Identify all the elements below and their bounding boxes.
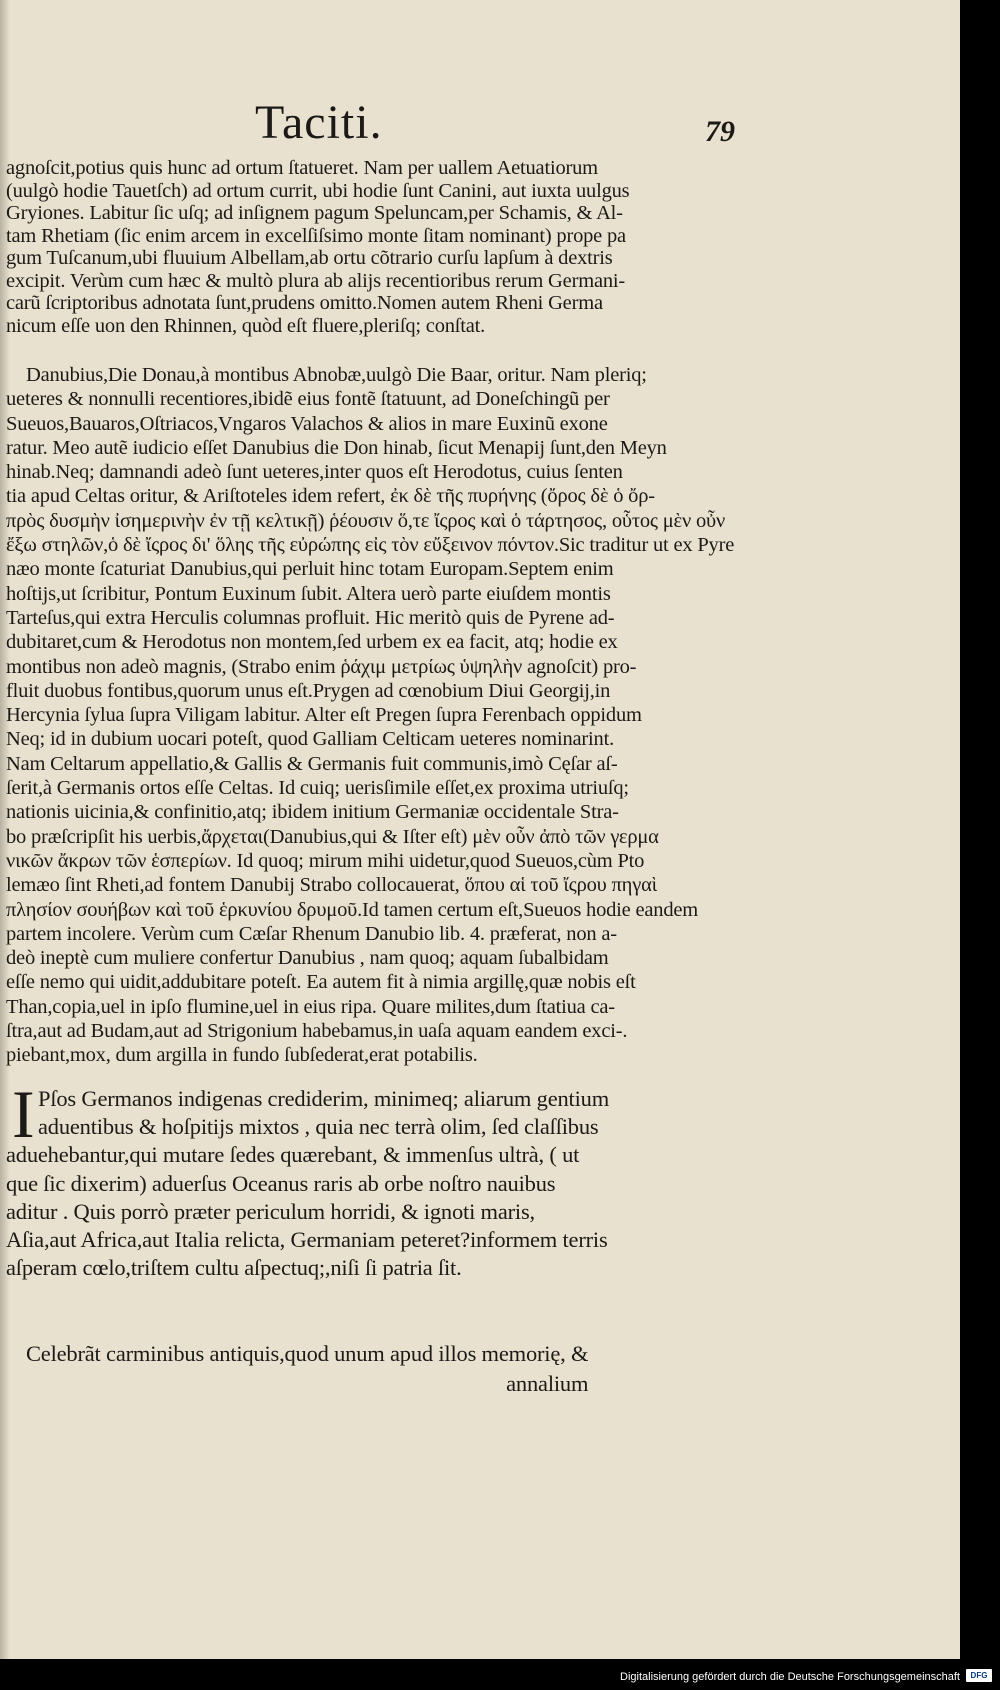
text-line: Hercynia ſylua ſupra Viligam labitur. Alter eſt Pregen ſupra Ferenbach oppidum <box>6 704 642 727</box>
text-line: hinab.Neq; damnandi adeò ſunt ueteres,inter quos eſt Herodotus, cuius ſenten <box>6 461 623 484</box>
running-head: Taciti. <box>255 96 383 149</box>
text-line: (uulgò hodie Tauetſch) ad ortum currit, ubi hodie ſunt Canini, aut iuxta uulgus <box>6 179 630 202</box>
text-line: dubitaret,cum & Herodotus non montem,ſed urbem ex ea facit, atq; hodie ex <box>6 631 618 654</box>
text-line: fluit duobus fontibus,quorum unus eſt.Prygen ad cœnobium Diui Georgij,in <box>6 679 611 702</box>
text-line: Sueuos,Bauaros,Oſtriacos,Vngaros Valachos & alios in mare Euxinũ exone <box>6 412 608 435</box>
text-line: hoſtijs,ut ſcribitur, Pontum Euxinum ſubit. Altera uerò parte eiuſdem montis <box>6 582 611 605</box>
text-line: aſperam cœlo,triſtem cultu aſpectuq;,niſi ſi patria ſit. <box>6 1255 462 1281</box>
text-line: næo monte ſcaturiat Danubius,qui perluit hinc totam Europam.Septem enim <box>6 558 614 581</box>
text-line: partem incolere. Verùm cum Cæſar Rhenum Danubio lib. 4. præferat, non a- <box>6 922 617 945</box>
text-line: Gryiones. Labitur ſic uſq; ad inſignem pagum Speluncam,per Schamis, & Al- <box>6 202 623 224</box>
text-line: tam Rhetiam (ſic enim arcem in excelſiſsimo monte ſitam nominant) prope pa <box>6 224 626 247</box>
text-line: gum Tuſcanum,ubi fluuium Albellam,ab ortu cõtrario curſu lapſum à dextris <box>6 247 613 269</box>
text-line: lemæo ſint Rheti,ad fontem Danubij Strabo collocauerat, ὅπου αἱ τοῦ ἴςρου πηγαὶ <box>6 874 657 897</box>
text-line: Celebrãt carminibus antiquis,quod unum apud illos memorię, & <box>26 1341 589 1366</box>
text-line: bo præſcripſit his uerbis,ἄρχεται(Danubius,qui & Iſter eſt) μὲν οὖν ἀπὸ τῶν γερμα <box>6 825 659 848</box>
text-line: Than,copia,uel in ipſo flumine,uel in eius ripa. Quare milites,dum ſtatiua ca- <box>6 995 615 1018</box>
text-line: πλησίον σουήβων καὶ τοῦ ἑρκυνίου δρυμοῦ.Id tamen certum eſt,Sueuos hodie eandem <box>6 898 699 921</box>
text-line: eſſe nemo qui uidit,addubitare poteſt. Ea autem fit à nimia argillę,quæ nobis eſt <box>6 971 636 994</box>
text-line: que ſic dixerim) aduerſus Oceanus raris ab orbe noſtro nauibus <box>6 1170 556 1196</box>
digitization-footer <box>0 1659 1000 1690</box>
text-line: aditur . Quis porrò præter periculum horridi, & ignoti maris, <box>6 1198 535 1224</box>
text-line: montibus non adeò magnis, (Strabo enim ῥάχιμ μετρίως ὑψηλὴν agnoſcit) pro- <box>6 655 637 678</box>
text-line: ſerit,à Germanis ortos eſſe Celtas. Id cuiq; uerisſimile eſſet,ex proxima utriuſq; <box>6 777 629 800</box>
text-line: nationis uicinia,& confinitio,atq; ibidem initium Germaniæ occidentale Stra- <box>6 801 619 824</box>
funding-credit: Digitalisierung gefördert durch die Deutsche Forschungsgemeinschaft <box>620 1671 960 1683</box>
page-number: 79 <box>705 115 735 148</box>
text-line: deò ineptè cum muliere confertur Danubius , nam quoq; aquam ſubalbidam <box>6 947 609 970</box>
paragraph-germans <box>6 1076 610 1282</box>
text-line: πρὸς δυσμὴν ἰσημερινὴν ἐν τῇ κελτικῇ) ῥέουσιν ὅ,τε ἴςρος καὶ ὁ τάρτησος, οὗτος μὲν οὖν <box>6 509 726 532</box>
paragraph-songs <box>6 1339 588 1399</box>
text-line: Neq; id in dubium uocari poteſt, quod Galliam Celticam ueteres nominarint. <box>6 728 615 751</box>
text-line: excipit. Verùm cum hæc & multò plura ab alijs recentioribus rerum Germani- <box>6 269 626 292</box>
text-line: ueteres & nonnulli recentiores,ibidẽ eius fontẽ ſtatuunt, ad Doneſchingũ per <box>6 388 610 411</box>
text-line: aduehebantur,qui mutare ſedes quærebant, & immenſus ultrà, ( ut <box>6 1142 580 1168</box>
text-line: Danubius,Die Donau,à montibus Abnobæ,uulgò Die Baar, oritur. Nam pleriq; <box>26 364 647 386</box>
text-line: tia apud Celtas oritur, & Ariſtoteles idem refert, ἐκ δὲ τῆς πυρήνης (ὄρος δὲ ὁ ὄρ- <box>6 485 655 508</box>
text-line: Nam Celtarum appellatio,& Gallis & Germanis fuit communis,imò Cęſar aſ- <box>6 752 618 775</box>
text-line: aduentibus & hoſpitijs mixtos , quia nec terrà olim, ſed claſſibus <box>38 1114 599 1140</box>
text-line: piebant,mox, dum argilla in fundo ſubſederat,erat potabilis. <box>6 1044 478 1067</box>
text-line: agnoſcit,potius quis hunc ad ortum ſtatueret. Nam per uallem Aetuatiorum <box>6 157 598 179</box>
dfg-logo: DFG <box>966 1669 992 1682</box>
text-line: nicum eſſe uon den Rhinnen, quòd eſt fluere,pleriſq; conſtat. <box>6 314 486 337</box>
text-line: νικῶν ἄκρων τῶν ἑσπερίων. Id quoq; mirum mihi uidetur,quod Sueuos,cùm Pto <box>6 849 645 872</box>
text-line: Tarteſus,qui extra Herculis columnas profluit. Hic meritò quis de Pyrene ad- <box>6 606 615 629</box>
text-line: carũ ſcriptoribus adnotata ſunt,prudens omitto.Nomen autem Rheni Germa <box>6 292 603 314</box>
paragraph-danube <box>6 363 734 1068</box>
text-line: Aſia,aut Africa,aut Italia relicta, Germaniam peteret?informem terris <box>6 1226 608 1252</box>
text-line: ἔξω στηλῶν,ὁ δὲ ἴςρος δι' ὅλης τῆς εὐρώπης εἰς τὸν εὔξεινον πόντον.Sic traditur ut ex Pyre <box>6 534 735 557</box>
drop-cap: I <box>12 1076 35 1152</box>
text-line: ratur. Meo autẽ iudicio eſſet Danubius die Don hinab, ſicut Menapij ſunt,den Meyn <box>6 436 667 459</box>
text-line: ſtra,aut ad Budam,aut ad Strigonium habebamus,in uaſa aquam eandem exci-. <box>6 1020 628 1043</box>
text-line: annalium <box>506 1371 589 1396</box>
paragraph-rhine <box>6 157 629 337</box>
text-line: Pſos Germanos indigenas crediderim, minimeq; aliarum gentium <box>38 1086 610 1111</box>
